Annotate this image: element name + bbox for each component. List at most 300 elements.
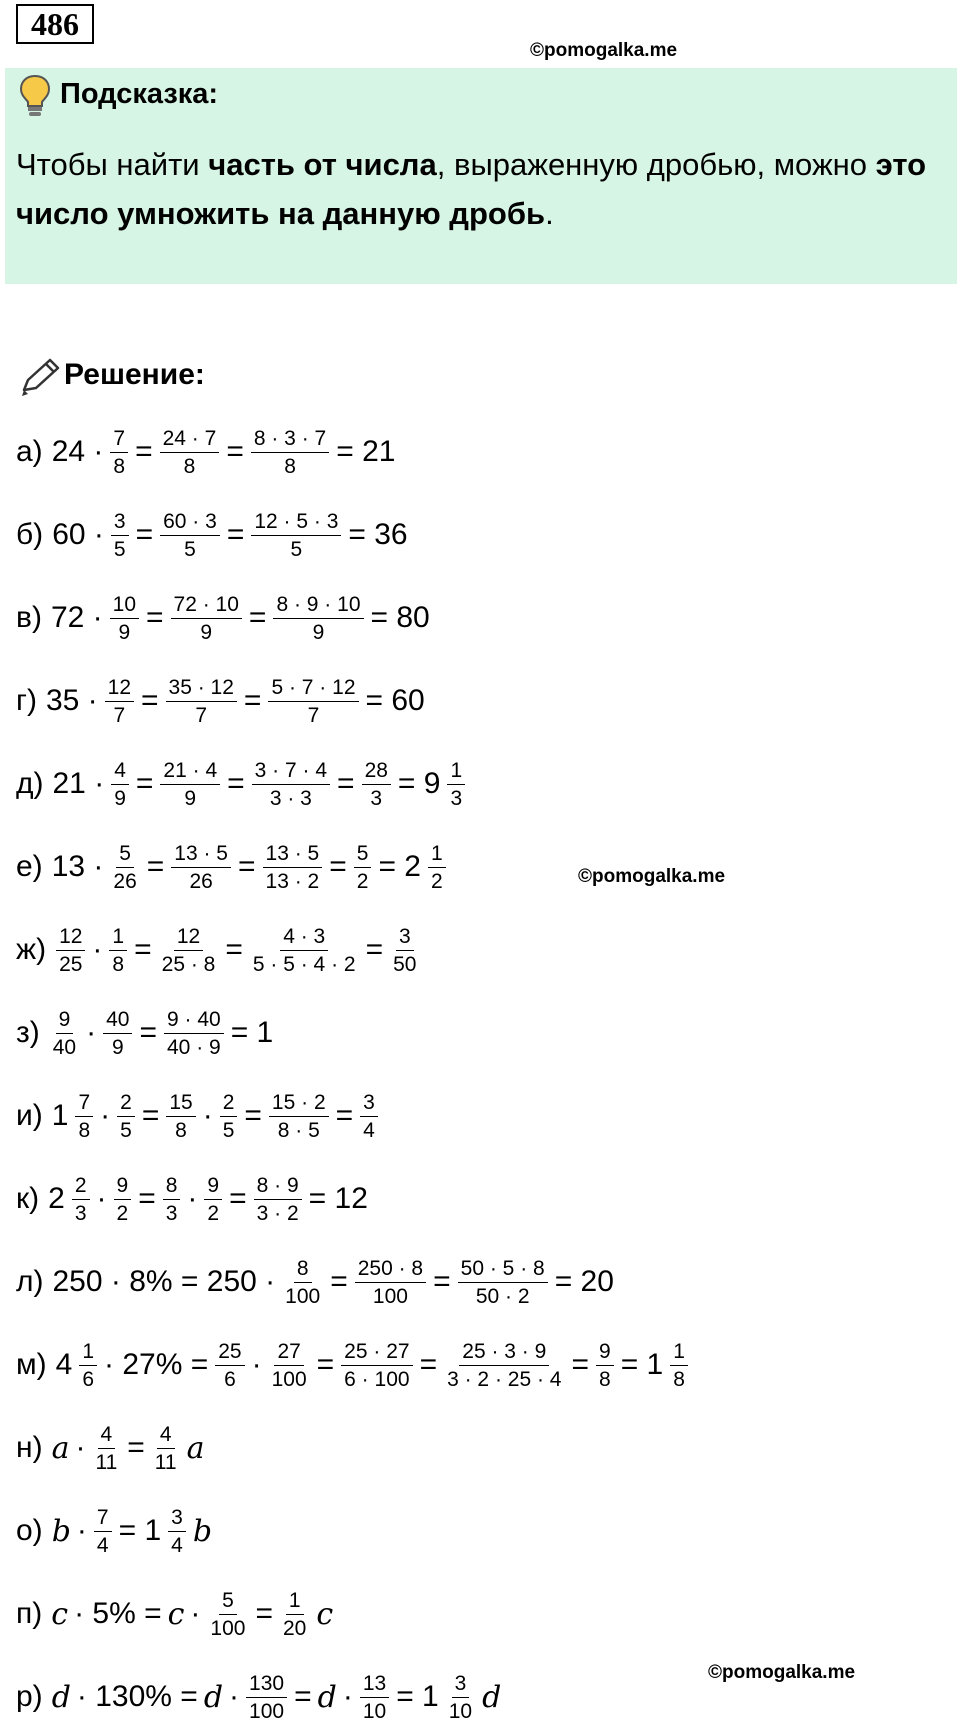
solution-title: Решение: (64, 358, 205, 391)
denominator: 5 (120, 1118, 132, 1142)
expression-text: = (316, 1348, 335, 1381)
denominator: 10 (362, 1699, 387, 1723)
expression-text: = 20 (554, 1265, 614, 1298)
solution-row (16, 1501, 215, 1561)
solution-row (16, 754, 469, 814)
denominator: 25 (59, 952, 83, 976)
expression-text: · (190, 1597, 201, 1630)
fraction (252, 757, 330, 812)
numerator: 2 (117, 1089, 135, 1117)
variable: d (317, 1679, 337, 1715)
expression-text: = (335, 1099, 354, 1132)
denominator: 100 (271, 1367, 307, 1391)
denominator: 8 (113, 454, 126, 478)
expression-text: = 60 (365, 684, 425, 717)
expression-text: = (337, 767, 355, 800)
numerator: 60 · 3 (160, 508, 220, 536)
denominator: 7 (195, 703, 208, 727)
numerator: 7 (75, 1089, 93, 1117)
solution-row (16, 1418, 208, 1478)
row-label: л) (16, 1265, 44, 1298)
solution-row (16, 1335, 692, 1395)
solution-row (16, 1667, 504, 1727)
row-label: ж) (16, 933, 47, 966)
fraction (250, 923, 359, 978)
denominator: 5 (113, 537, 126, 561)
denominator: 100 (249, 1699, 285, 1723)
fraction (111, 508, 129, 563)
expression-text: · 130% = (76, 1680, 198, 1713)
fraction (166, 1089, 195, 1144)
numerator: 24 · 7 (160, 425, 220, 453)
fraction (280, 1587, 309, 1642)
numerator: 5 (219, 1587, 237, 1615)
expression-text: = 36 (348, 518, 408, 551)
expression-text: · (202, 1099, 213, 1132)
fraction (341, 1338, 412, 1393)
expression-text: · (229, 1680, 240, 1713)
numerator: 1 (447, 757, 465, 785)
variable: d (203, 1679, 224, 1715)
expression-text: 2 (48, 1182, 65, 1215)
fraction (263, 840, 323, 895)
fraction (204, 1172, 222, 1227)
numerator: 28 (362, 757, 391, 785)
denominator: 3 (74, 1201, 87, 1225)
denominator: 50 · 2 (475, 1284, 530, 1308)
fraction (596, 1338, 614, 1393)
variable: c (316, 1596, 334, 1632)
fraction (109, 923, 127, 978)
numerator: 7 (110, 425, 128, 453)
denominator: 5 (184, 537, 196, 561)
expression-text: = 80 (370, 601, 430, 634)
fraction (72, 1172, 90, 1227)
expression-text: = (135, 518, 154, 551)
fraction (50, 1006, 79, 1061)
denominator: 6 · 100 (344, 1367, 410, 1391)
denominator: 8 · 5 (277, 1118, 320, 1142)
variable: a (186, 1430, 205, 1466)
variable: b (192, 1513, 213, 1549)
solution-row (16, 1584, 336, 1644)
denominator: 11 (154, 1450, 177, 1474)
expression-text: · (76, 1514, 87, 1547)
fraction (273, 591, 363, 646)
denominator: 9 (184, 786, 197, 810)
numerator: 3 (111, 508, 129, 536)
numerator: 3 (168, 1504, 186, 1532)
numerator: 250 · 8 (355, 1255, 426, 1283)
denominator: 3 (450, 786, 463, 810)
expression-text: = 1 (620, 1348, 664, 1381)
row-label: н) (16, 1431, 43, 1464)
numerator: 1 (670, 1338, 688, 1366)
expression-text: = (237, 850, 256, 883)
row-label: м) (16, 1348, 47, 1381)
denominator: 4 (96, 1533, 109, 1557)
expression-text: = 1 (230, 1016, 274, 1049)
expression-text: = (243, 684, 262, 717)
row-label: е) (16, 850, 43, 883)
denominator: 7 (113, 703, 126, 727)
numerator: 9 (114, 1172, 132, 1200)
numerator: 12 (105, 674, 134, 702)
numerator: 9 (596, 1338, 614, 1366)
denominator: 9 (114, 786, 126, 810)
fraction (282, 1255, 323, 1310)
denominator: 4 (363, 1118, 375, 1142)
numerator: 9 (204, 1172, 222, 1200)
variable: c (167, 1596, 185, 1632)
expression-text: = (226, 518, 245, 551)
numerator: 1 (79, 1338, 97, 1366)
expression-text: = (255, 1597, 273, 1630)
denominator: 10 (448, 1699, 473, 1723)
fraction (354, 840, 372, 895)
expression-text: = (225, 933, 243, 966)
expression-text: = (139, 1016, 157, 1049)
expression-text: = (135, 767, 154, 800)
denominator: 11 (95, 1450, 118, 1474)
solution-row (16, 505, 411, 565)
fraction (670, 1338, 688, 1393)
numerator: 5 · 7 · 12 (268, 674, 358, 702)
expression-text: = (433, 1265, 451, 1298)
expression-text: = (146, 601, 164, 634)
expression-text: = (227, 767, 245, 800)
fraction (447, 757, 465, 812)
expression-text: = (226, 435, 244, 468)
row-label: д) (16, 767, 44, 800)
fraction (110, 840, 139, 895)
denominator: 3 · 2 · 25 · 4 (447, 1367, 562, 1391)
denominator: 8 (78, 1118, 91, 1142)
row-label: а) (16, 435, 43, 468)
denominator: 100 (285, 1284, 321, 1308)
watermark-top: ©pomogalka.me (530, 40, 678, 61)
denominator: 100 (372, 1284, 408, 1308)
fraction (215, 1338, 244, 1393)
variable: d (51, 1679, 71, 1715)
denominator: 9 (111, 1035, 124, 1059)
denominator: 6 (224, 1367, 236, 1391)
denominator: 8 (599, 1367, 611, 1391)
expression-text: = (248, 601, 267, 634)
numerator: 8 (294, 1255, 312, 1283)
numerator: 8 · 9 (254, 1172, 302, 1200)
denominator: 9 (200, 620, 213, 644)
fraction (160, 425, 220, 480)
problem-number: 486 (16, 4, 94, 44)
variable: b (51, 1513, 71, 1549)
row-label: з) (16, 1016, 40, 1049)
expression-text: = (419, 1348, 438, 1381)
expression-text: = (294, 1680, 312, 1713)
numerator: 2 (72, 1172, 90, 1200)
expression-text: = (135, 435, 153, 468)
fraction (114, 1172, 132, 1227)
row-label: п) (16, 1597, 43, 1630)
expression-text: · (342, 1680, 353, 1713)
fraction (171, 591, 242, 646)
fraction (268, 674, 358, 729)
expression-text: = (127, 1431, 145, 1464)
solution-row (16, 1003, 276, 1063)
solution-row (16, 671, 428, 731)
row-label: б) (16, 518, 44, 551)
numerator: 5 (354, 840, 372, 868)
numerator: 9 (56, 1006, 74, 1034)
expression-text: = (329, 850, 347, 883)
denominator: 2 (430, 869, 443, 893)
solution-row (16, 1086, 382, 1146)
fraction (94, 1504, 112, 1559)
fraction (171, 840, 231, 895)
variable: c (51, 1596, 69, 1632)
expression-text: = 21 (336, 435, 396, 468)
denominator: 7 (307, 703, 320, 727)
expression-text: = 1 (118, 1514, 162, 1547)
denominator: 8 (284, 454, 296, 478)
numerator: 12 · 5 · 3 (251, 508, 341, 536)
variable: d (482, 1679, 502, 1715)
numerator: 5 (116, 840, 134, 868)
expression-text: = (330, 1265, 348, 1298)
solution-row (16, 1169, 371, 1229)
fraction (110, 425, 128, 480)
numerator: 10 (110, 591, 139, 619)
denominator: 40 (52, 1035, 77, 1059)
fraction (160, 508, 220, 563)
expression-text: = (141, 684, 159, 717)
expression-text: 60 · (52, 518, 104, 551)
denominator: 9 (312, 620, 325, 644)
expression-text: = (244, 1099, 262, 1132)
fraction (111, 757, 129, 812)
denominator: 100 (210, 1616, 246, 1640)
expression-text: 250 · 8% = 250 · (52, 1265, 276, 1298)
row-label: к) (16, 1182, 40, 1215)
fraction (355, 1255, 426, 1310)
fraction (56, 923, 85, 978)
numerator: 25 (215, 1338, 244, 1366)
expression-text: · (86, 1016, 97, 1049)
denominator: 26 (113, 869, 137, 893)
denominator: 26 (189, 869, 213, 893)
numerator: 13 · 5 (171, 840, 231, 868)
fraction (362, 757, 391, 812)
denominator: 8 (175, 1118, 187, 1142)
denominator: 2 (356, 869, 369, 893)
fraction (163, 1172, 181, 1227)
numerator: 3 (360, 1089, 378, 1117)
expression-text: = 1 (396, 1680, 439, 1713)
fraction (117, 1089, 135, 1144)
numerator: 8 · 9 · 10 (273, 591, 363, 619)
numerator: 4 · 3 (280, 923, 328, 951)
denominator: 6 (82, 1367, 94, 1391)
numerator: 3 (452, 1670, 470, 1698)
numerator: 25 · 27 (341, 1338, 412, 1366)
expression-text: 24 · (51, 435, 104, 468)
expression-text: 72 · (50, 601, 103, 634)
denominator: 5 · 5 · 4 · 2 (252, 952, 356, 976)
denominator: 5 (222, 1118, 235, 1142)
hint-title: Подсказка: (60, 78, 219, 110)
numerator: 3 (396, 923, 414, 951)
expression-text: 1 (51, 1099, 69, 1132)
fraction (105, 674, 134, 729)
expression-text: = (571, 1348, 590, 1381)
expression-text: · (251, 1348, 262, 1381)
expression-text: 4 (55, 1348, 73, 1381)
fraction (251, 508, 341, 563)
numerator: 7 (94, 1504, 112, 1532)
fraction (110, 591, 139, 646)
expression-text: 13 · (51, 850, 104, 883)
denominator: 3 · 3 (269, 786, 312, 810)
numerator: 21 · 4 (160, 757, 220, 785)
denominator: 5 (290, 537, 303, 561)
denominator: 8 (183, 454, 196, 478)
numerator: 9 · 40 (164, 1006, 224, 1034)
row-label: и) (16, 1099, 43, 1132)
fraction (220, 1089, 238, 1144)
expression-text: · 27% = (104, 1348, 209, 1381)
denominator: 2 (207, 1201, 220, 1225)
denominator: 9 (118, 620, 131, 644)
numerator: 15 (166, 1089, 195, 1117)
row-label: г) (16, 684, 37, 717)
fraction (75, 1089, 93, 1144)
denominator: 4 (171, 1533, 183, 1557)
denominator: 50 (393, 952, 417, 976)
denominator: 2 (116, 1201, 129, 1225)
solution-row (16, 422, 398, 482)
numerator: 8 · 3 · 7 (251, 425, 329, 453)
numerator: 130 (246, 1670, 287, 1698)
numerator: 12 (174, 923, 203, 951)
numerator: 1 (428, 840, 446, 868)
numerator: 4 (111, 757, 129, 785)
expression-text: · (100, 1099, 111, 1132)
row-label: р) (16, 1680, 43, 1713)
fraction (103, 1006, 132, 1061)
fraction (159, 923, 219, 978)
denominator: 8 (673, 1367, 685, 1391)
row-label: в) (16, 601, 42, 634)
fraction (152, 1421, 180, 1476)
fraction (458, 1255, 548, 1310)
expression-text: · (92, 933, 103, 966)
expression-text: = (365, 933, 384, 966)
numerator: 40 (103, 1006, 132, 1034)
pencil-icon (18, 356, 62, 398)
numerator: 13 (360, 1670, 389, 1698)
numerator: 15 · 2 (269, 1089, 329, 1117)
denominator: 3 (165, 1201, 178, 1225)
numerator: 2 (220, 1089, 238, 1117)
solution-row (16, 920, 423, 980)
fraction (360, 1670, 389, 1725)
numerator: 4 (98, 1421, 116, 1449)
fraction (269, 1089, 329, 1144)
expression-text: · (187, 1182, 198, 1215)
expression-text: = 12 (308, 1182, 368, 1215)
fraction (92, 1421, 120, 1476)
numerator: 27 (274, 1338, 303, 1366)
denominator: 3 · 2 (256, 1201, 299, 1225)
fraction (168, 1504, 186, 1559)
expression-text: = (134, 933, 152, 966)
fraction (79, 1338, 97, 1393)
numerator: 8 (163, 1172, 181, 1200)
solution-row (16, 837, 450, 897)
fraction (207, 1587, 248, 1642)
fraction (160, 757, 220, 812)
solution-row (16, 1252, 617, 1312)
denominator: 8 (112, 952, 125, 976)
expression-text: · 5% = (74, 1597, 162, 1630)
expression-text: · (75, 1431, 86, 1464)
numerator: 4 (157, 1421, 175, 1449)
denominator: 20 (283, 1616, 307, 1640)
fraction (390, 923, 419, 978)
lightbulb-icon (18, 74, 52, 118)
expression-text: = (138, 1182, 156, 1215)
fraction (444, 1338, 564, 1393)
numerator: 12 (56, 923, 85, 951)
expression-text: = (146, 850, 165, 883)
denominator: 13 · 2 (265, 869, 320, 893)
numerator: 25 · 3 · 9 (459, 1338, 549, 1366)
fraction (360, 1089, 378, 1144)
fraction (164, 1006, 224, 1061)
expression-text: = (141, 1099, 160, 1132)
numerator: 3 · 7 · 4 (252, 757, 330, 785)
expression-text: 21 · (52, 767, 105, 800)
numerator: 72 · 10 (171, 591, 242, 619)
hint-text: Чтобы найти часть от числа, выраженную дробью, можно это число умножить на данную дробь. (16, 147, 927, 231)
fraction (251, 425, 329, 480)
fraction (269, 1338, 310, 1393)
fraction (254, 1172, 302, 1227)
numerator: 1 (286, 1587, 304, 1615)
fraction (428, 840, 446, 895)
fraction (246, 1670, 287, 1725)
fraction (446, 1670, 475, 1725)
watermark-middle: ©pomogalka.me (578, 866, 726, 887)
fraction (166, 674, 237, 729)
numerator: 13 · 5 (263, 840, 323, 868)
denominator: 40 · 9 (167, 1035, 221, 1059)
denominator: 25 · 8 (161, 952, 216, 976)
expression-text: = (229, 1182, 247, 1215)
solution-row (16, 588, 433, 648)
variable: a (51, 1430, 70, 1466)
expression-text: · (96, 1182, 107, 1215)
watermark-bottom: ©pomogalka.me (708, 1662, 856, 1683)
numerator: 50 · 5 · 8 (458, 1255, 548, 1283)
numerator: 35 · 12 (166, 674, 237, 702)
expression-text: 35 · (45, 684, 98, 717)
numerator: 1 (109, 923, 127, 951)
expression-text: = 2 (378, 850, 421, 883)
expression-text: = 9 (397, 767, 441, 800)
row-label: о) (16, 1514, 43, 1547)
denominator: 3 (370, 786, 383, 810)
